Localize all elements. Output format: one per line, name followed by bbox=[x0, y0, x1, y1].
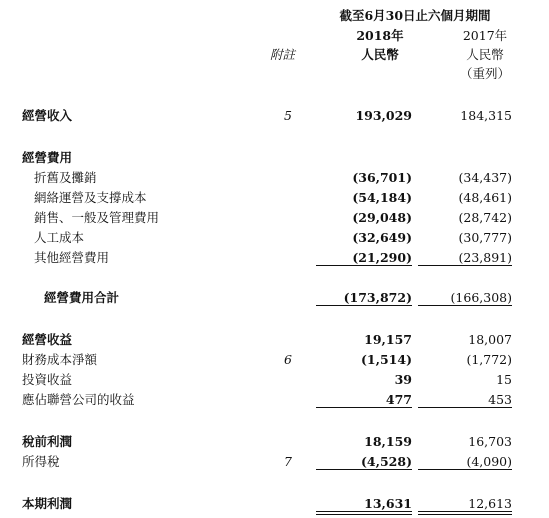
restated-label: （重列） bbox=[459, 66, 510, 81]
row-2017-income-tax: (4,090) bbox=[466, 454, 512, 469]
row-2018-profit-before-tax: 18,159 bbox=[364, 434, 412, 449]
row-label-operating-revenue: 經營收入 bbox=[22, 108, 73, 123]
row-label-profit-before-tax: 稅前利潤 bbox=[22, 434, 73, 449]
year-2018-heading: 2018年 bbox=[356, 28, 404, 43]
row-label-finance-costs: 財務成本淨額 bbox=[22, 352, 98, 367]
row-2018-sga: (29,048) bbox=[352, 210, 412, 225]
row-note-income-tax: 7 bbox=[284, 454, 292, 469]
row-2018-profit-for-period: 13,631 bbox=[364, 496, 412, 511]
row-2017-operating-profit: 18,007 bbox=[468, 332, 512, 347]
row-2018-other-expenses: (21,290) bbox=[352, 250, 412, 265]
underline-2017-other-expenses bbox=[418, 265, 512, 266]
row-note-operating-revenue: 5 bbox=[284, 108, 292, 123]
row-label-personnel-costs: 人工成本 bbox=[34, 230, 85, 245]
row-label-total-operating-expenses: 經營費用合計 bbox=[44, 290, 120, 305]
row-label-sga: 銷售、一般及管理費用 bbox=[34, 210, 160, 225]
row-label-profit-for-period: 本期利潤 bbox=[22, 496, 73, 511]
row-label-depreciation: 折舊及攤銷 bbox=[34, 170, 97, 185]
row-2018-total-operating-expenses: (173,872) bbox=[343, 290, 412, 305]
row-2017-network-costs: (48,461) bbox=[458, 190, 512, 205]
row-label-associates-share: 應佔聯營公司的收益 bbox=[22, 392, 135, 407]
row-2018-personnel-costs: (32,649) bbox=[352, 230, 412, 245]
row-label-network-costs: 網絡運營及支撐成本 bbox=[34, 190, 147, 205]
row-2017-sga: (28,742) bbox=[458, 210, 512, 225]
row-2017-depreciation: (34,437) bbox=[458, 170, 512, 185]
double-underline-2018-profit-bottom bbox=[316, 514, 412, 515]
row-2017-total-operating-expenses: (166,308) bbox=[450, 290, 512, 305]
note-column-heading: 附註 bbox=[270, 47, 296, 62]
row-label-other-expenses: 其他經營費用 bbox=[34, 250, 110, 265]
underline-2017-income-tax bbox=[418, 469, 512, 470]
row-2017-investment-income: 15 bbox=[496, 372, 512, 387]
row-2018-finance-costs: (1,514) bbox=[361, 352, 412, 367]
row-2018-investment-income: 39 bbox=[394, 372, 412, 387]
double-underline-2018-profit-top bbox=[316, 511, 412, 512]
underline-2018-other-expenses bbox=[316, 265, 412, 266]
underline-2017-total-operating-expenses bbox=[418, 305, 512, 306]
currency-2017-heading: 人民幣 bbox=[466, 47, 504, 62]
row-2017-finance-costs: (1,772) bbox=[466, 352, 512, 367]
double-underline-2017-profit-top bbox=[418, 511, 512, 512]
year-2017-heading: 2017年 bbox=[462, 28, 508, 43]
row-note-finance-costs: 6 bbox=[284, 352, 292, 367]
row-2017-profit-for-period: 12,613 bbox=[468, 496, 512, 511]
row-2018-network-costs: (54,184) bbox=[352, 190, 412, 205]
section-heading-operating-expenses: 經營費用 bbox=[22, 150, 73, 165]
period-heading: 截至6月30日止六個月期間 bbox=[339, 8, 491, 23]
row-2017-other-expenses: (23,891) bbox=[458, 250, 512, 265]
row-2018-associates-share: 477 bbox=[385, 392, 412, 407]
row-2018-operating-revenue: 193,029 bbox=[355, 108, 412, 123]
row-label-operating-profit: 經營收益 bbox=[22, 332, 73, 347]
currency-2018-heading: 人民幣 bbox=[361, 47, 399, 62]
row-2017-operating-revenue: 184,315 bbox=[460, 108, 512, 123]
row-2017-personnel-costs: (30,777) bbox=[458, 230, 512, 245]
row-2017-profit-before-tax: 16,703 bbox=[468, 434, 512, 449]
row-2018-operating-profit: 19,157 bbox=[364, 332, 412, 347]
row-2018-depreciation: (36,701) bbox=[352, 170, 412, 185]
underline-2018-income-tax bbox=[316, 469, 412, 470]
underline-2017-associates-share bbox=[418, 407, 512, 408]
row-2017-associates-share: 453 bbox=[488, 392, 512, 407]
row-2018-income-tax: (4,528) bbox=[361, 454, 412, 469]
double-underline-2017-profit-bottom bbox=[418, 514, 512, 515]
underline-2018-associates-share bbox=[316, 407, 412, 408]
row-label-income-tax: 所得稅 bbox=[22, 454, 60, 469]
underline-2018-total-operating-expenses bbox=[316, 305, 412, 306]
row-label-investment-income: 投資收益 bbox=[22, 372, 73, 387]
